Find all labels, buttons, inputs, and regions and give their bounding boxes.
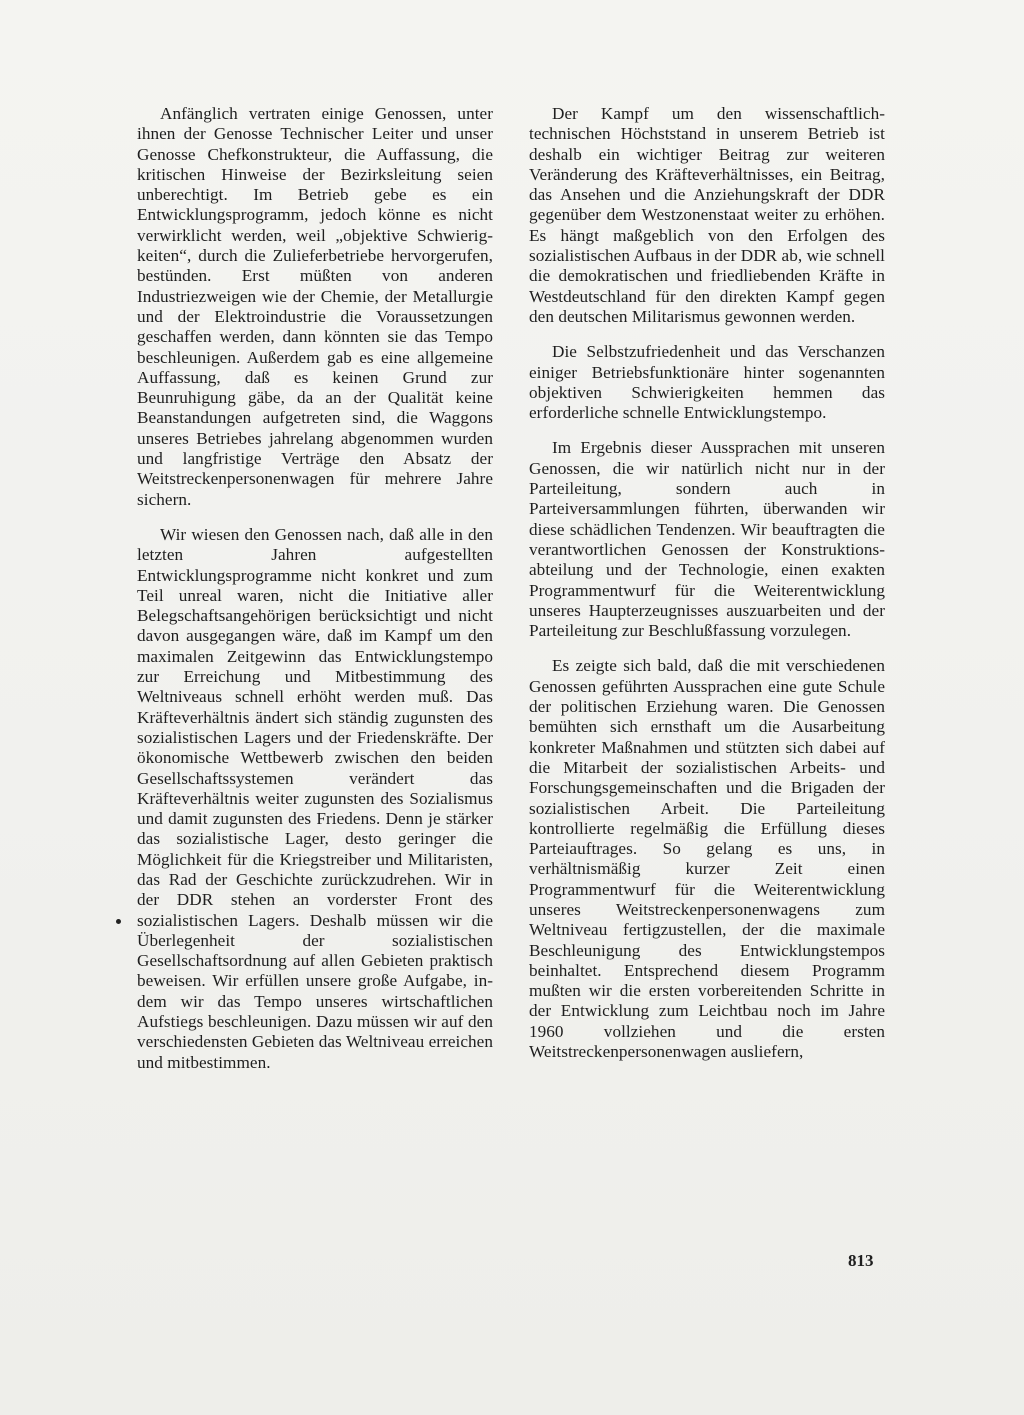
paragraph: Die Selbstzufriedenheit und das Verschanzen einiger Betriebsfunktionäre hinter sogenannten objektiven Schwierigkeiten hemmen das erforderliche schnelle Entwicklungstempo.	[529, 342, 885, 423]
page-number: 813	[848, 1251, 874, 1270]
paragraph: Wir wiesen den Genossen nach, daß alle in den letzten Jahren aufgestellten Entwicklungsprogramme nicht konkret und zum Teil unreal waren, nicht die Initiative aller Belegschaftsangehörigen berücksichtigt und nicht davon ausgegangen wäre, daß im Kampf um den maximalen Zeitgewinn das Entwicklungstempo zur Erreichung und Mitbestimmung des Weltniveaus schnell erhöht werden muß. Das Kräfteverhältnis ändert sich ständig zugunsten des sozialistischen Lagers und der Friedenskräfte. Der ökonomische Wettbewerb zwischen den beiden Gesellschaftssystemen verändert das Kräfteverhältnis weiter zugunsten des Sozialismus und damit zugunsten des Friedens. Denn je stärker das sozialistische Lager, desto geringer die Möglichkeit für die Kriegstreiber und Militaristen, das Rad der Geschichte zurückzudrehen. Wir in der DDR stehen an vorderster Front des sozialistischen Lagers. Deshalb müssen wir die Überlegenheit der sozialistischen Gesellschaftsordnung auf allen Gebieten praktisch beweisen. Wir erfüllen unsere große Aufgabe, indem wir das Tempo unseres wirtschaftlichen Aufstiegs beschleunigen. Dazu müssen wir auf den verschiedensten Gebieten das Weltniveau erreichen und mitbestimmen.	[137, 524, 493, 1072]
paragraph: Im Ergebnis dieser Aussprachen mit unseren Genossen, die wir natürlich nicht nur in der Parteileitung, sondern auch in Parteiversammlungen führten, überwanden wir diese schädlichen Tendenzen. Wir beauftragten die verantwortlichen Genossen der Konstruktionsabteilung und der Technologie, einen exakten Programmentwurf für die Weiterentwicklung unseres Haupterzeugnisses auszuarbeiten und der Parteileitung zur Beschlußfassung vorzulegen.	[529, 438, 885, 641]
paragraph: Anfänglich vertraten einige Genossen, unter ihnen der Genosse Technischer Leiter und unser Genosse Chefkonstrukteur, die Auffassung, die kritischen Hinweise der Bezirksleitung seien unberechtigt. Im Betrieb gebe es ein Entwicklungsprogramm, jedoch könne es nicht verwirklicht werden, weil „objektive Schwierigkeiten“, durch die Zulieferbetriebe hervorgerufen, bestünden. Erst müßten von anderen Industriezweigen wie der Chemie, der Metallurgie und der Elektroindustrie die Voraussetzungen geschaffen werden, dann könnten sie das Tempo beschleunigen. Außerdem gab es eine allgemeine Auffassung, daß es keinen Grund zur Beunruhigung gäbe, da an der Qualität keine Beanstandungen aufgetreten sind, die Waggons unseres Betriebes jahrelang abgenommen wurden und langfristige Verträge den Absatz der Weitstreckenpersonenwagen für mehrere Jahre sichern.	[137, 104, 493, 509]
right-text-column	[529, 104, 885, 1062]
paragraph: Es zeigte sich bald, daß die mit verschiedenen Genossen geführten Aussprachen eine gute Schule der politischen Erziehung waren. Die Genossen bemühten sich ernsthaft um die Ausarbeitung konkreter Maßnahmen und stützten sich dabei auf die Mitarbeit der sozialistischen Arbeits- und Forschungsgemeinschaften und die Brigaden der sozialistischen Arbeit. Die Parteileitung kontrollierte regelmäßig die Erfüllung dieses Parteiauftrages. So gelang es uns, in verhältnismäßig kurzer Zeit einen Programmentwurf für die Weiterentwicklung unseres Weitstreckenpersonenwagens zum Weltniveau fertigzustellen, der die maximale Beschleunigung des Entwicklungstempos beinhaltet. Entsprechend diesem Programm mußten wir die ersten vorbereitenden Schritte in der Entwicklung zum Leichtbau noch im Jahre 1960 vollziehen und die ersten Weitstreckenpersonenwagen ausliefern,	[529, 656, 885, 1062]
paragraph: Der Kampf um den wissenschaftlich-technischen Höchststand in unserem Betrieb ist deshalb ein wichtiger Beitrag zur weiteren Veränderung des Kräfteverhältnisses, ein Beitrag, das Ansehen und die Anziehungskraft der DDR gegenüber dem Westzonenstaat weiter zu erhöhen. Es hängt maßgeblich von den Erfolgen des sozialistischen Aufbaus in der DDR ab, wie schnell die demokratischen und friedliebenden Kräfte in Westdeutschland für den direkten Kampf gegen den deutschen Militarismus gewonnen werden.	[529, 104, 885, 326]
left-text-column	[137, 104, 493, 1073]
margin-mark	[116, 919, 121, 924]
